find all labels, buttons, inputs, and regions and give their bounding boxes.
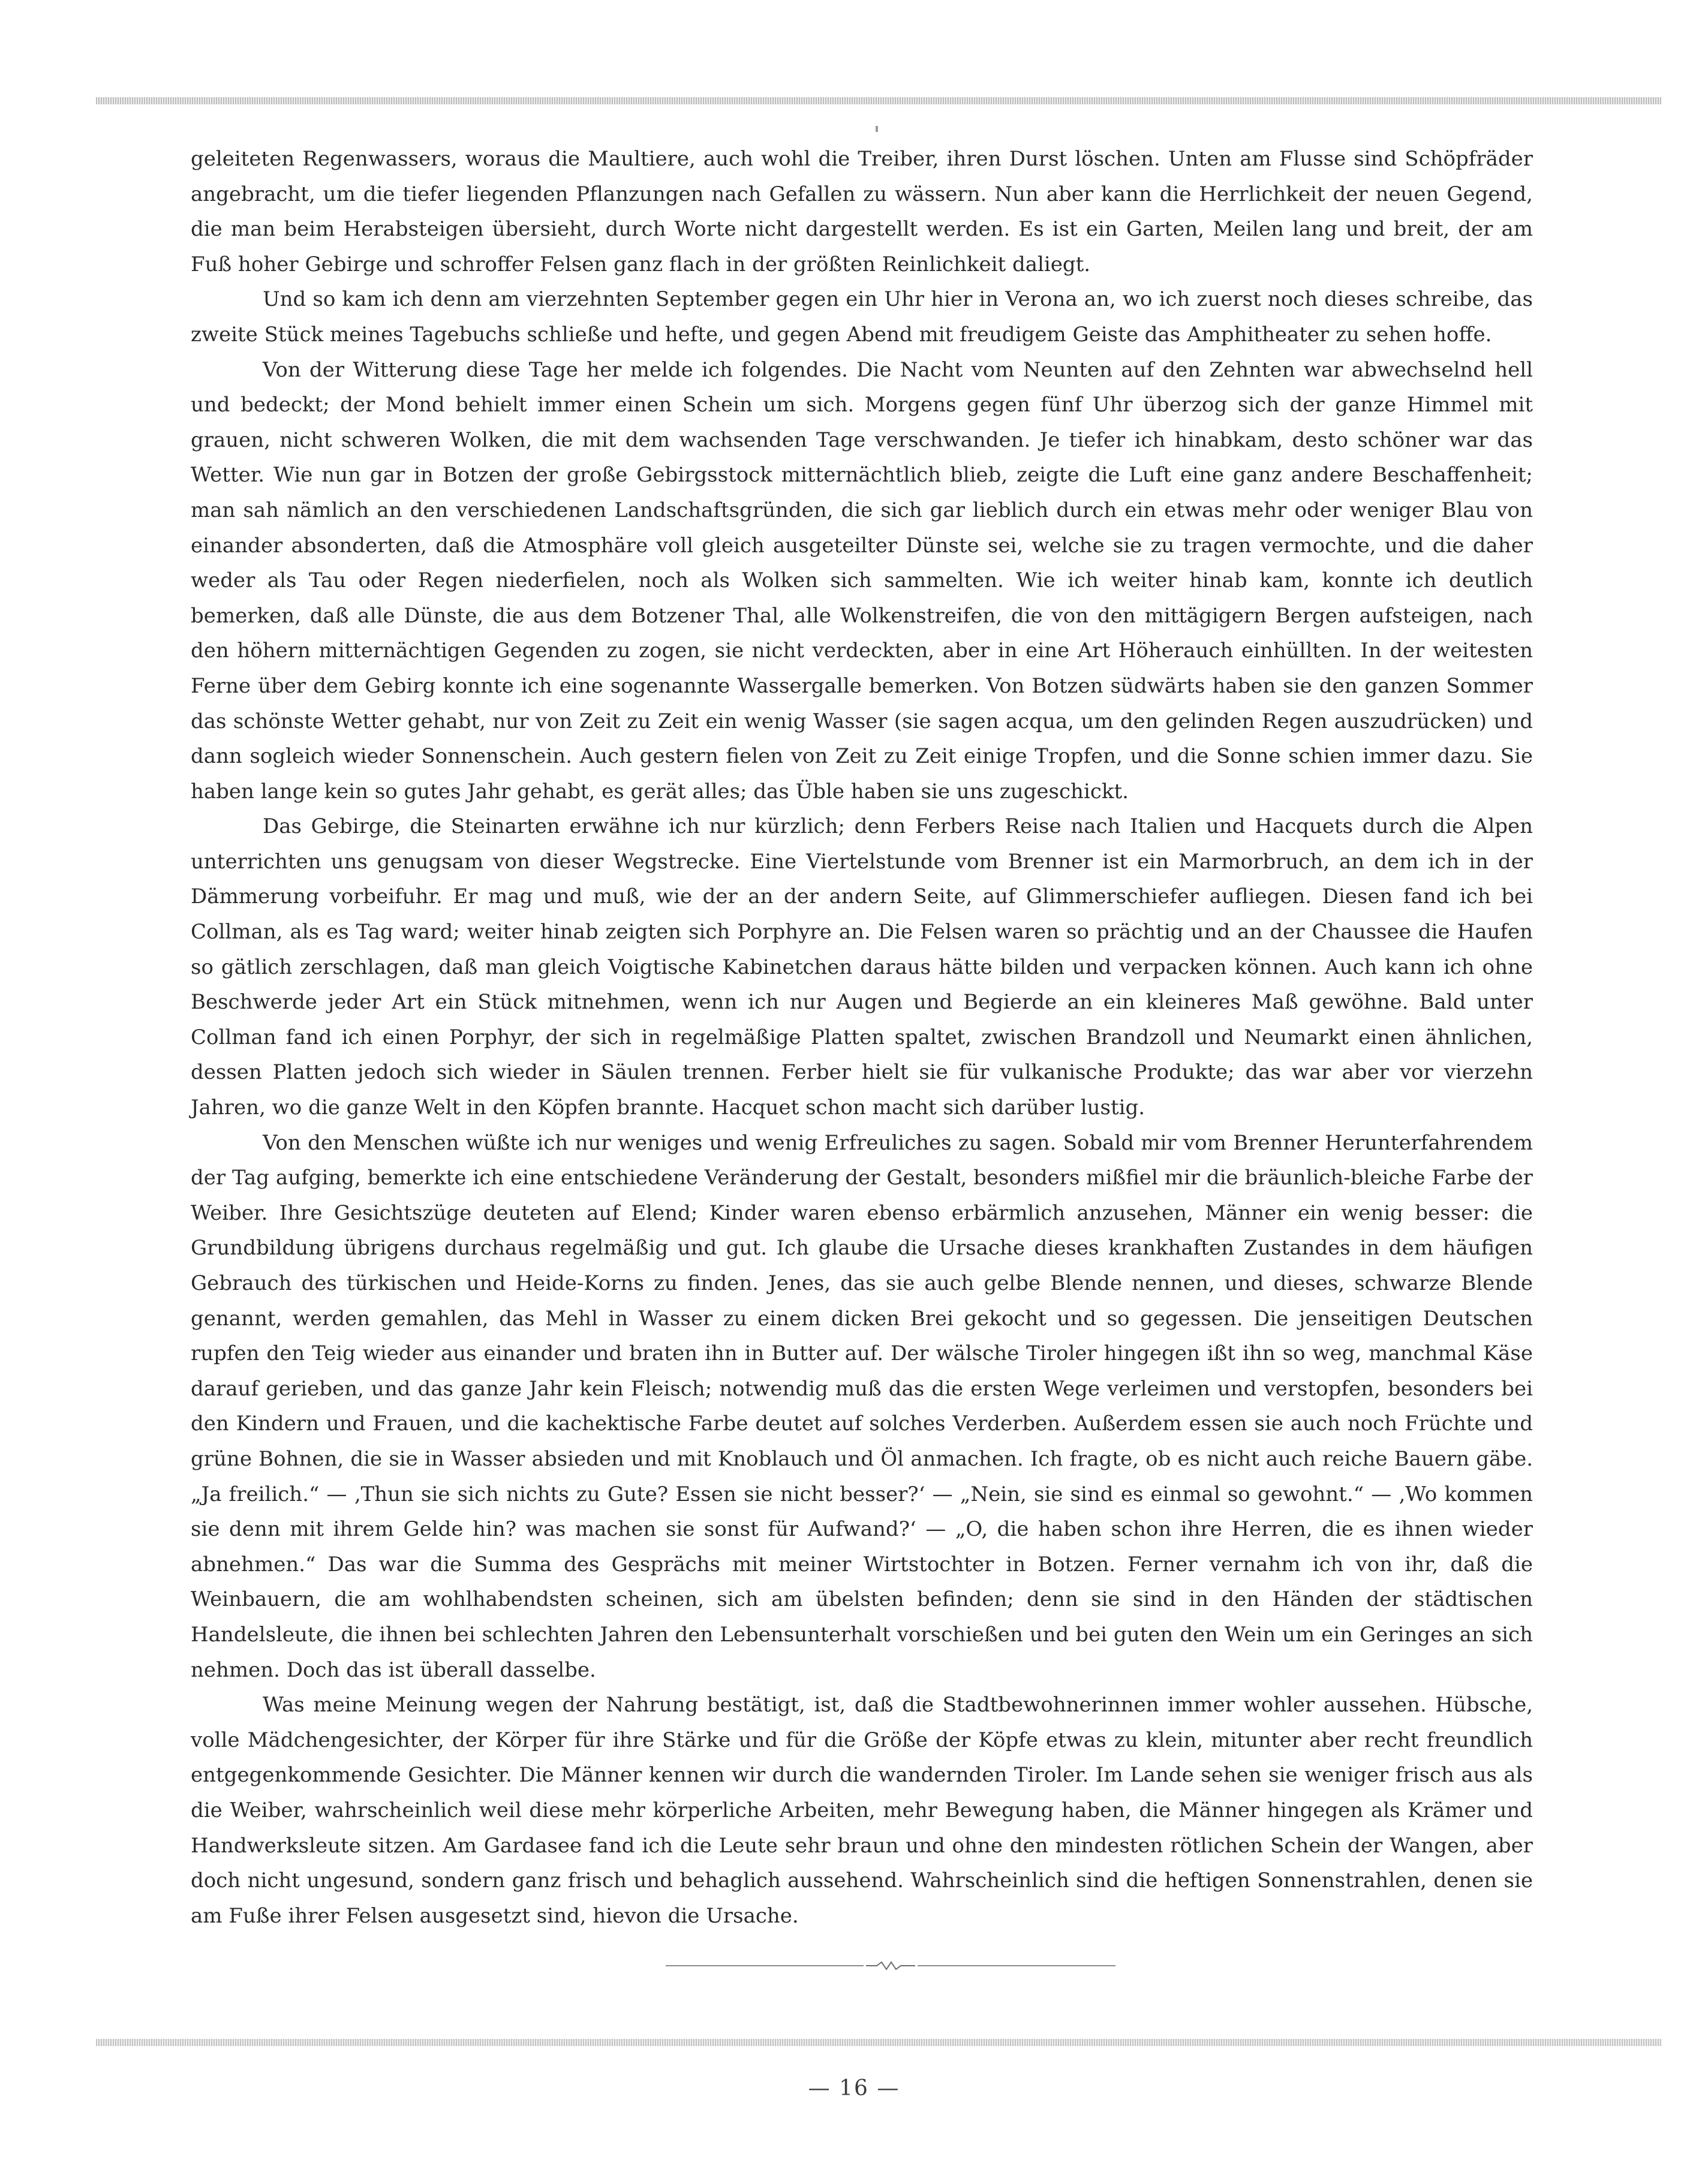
page-number: — 16 — (808, 2076, 900, 2101)
top-border-rule (96, 97, 1661, 104)
top-center-mark (876, 126, 878, 132)
section-divider (666, 1959, 1115, 1973)
divider-line-right (918, 1965, 1115, 1966)
paragraph-2: Und so kam ich denn am vierzehnten September gegen ein Uhr hier in Verona an, wo ich zuerst noch dieses schreibe, das zweite Stück meines Tagebuchs schließe und hefte, und gegen Abend mit freudigem Geiste das Amphitheater zu sehen hoffe. (191, 287, 1533, 347)
paragraph-4: Das Gebirge, die Steinarten erwähne ich nur kürzlich; denn Ferbers Reise nach Italien und Hacquets durch die Alpen unterrichten uns genugsam von dieser Wegstrecke. Eine Viertelstunde vom Brenner ist ein Marmorbruch, an dem ich in der Dämmerung vorbeifuhr. Er mag und muß, wie der an der andern Seite, auf Glimmerschiefer aufliegen. Diesen fand ich bei Collman, als es Tag ward; weiter hinab zeigten sich Porphyre an. Die Felsen waren so prächtig und an der Chaussee die Haufen so gätlich zerschlagen, daß man gleich Voigtische Kabinetchen daraus hätte bilden und verpacken können. Auch kann ich ohne Beschwerde jeder Art ein Stück mitnehmen, wenn ich nur Augen und Begierde an ein kleineres Maß gewöhne. Bald unter Collman fand ich einen Porphyr, der sich in regelmäßige Platten spaltet, zwischen Brandzoll und Neumarkt einen ähnlichen, dessen Platten jedoch sich wieder in Säulen trennen. Ferber hielt sie für vulkanische Produkte; das war aber vor vierzehn Jahren, wo die ganze Welt in den Köpfen brannte. Hacquet schon macht sich darüber lustig. (191, 814, 1533, 1120)
paragraph-3: Von der Witterung diese Tage her melde ich folgendes. Die Nacht vom Neunten auf den Zehnten war abwechselnd hell und bedeckt; der Mond behielt immer einen Schein um sich. Morgens gegen fünf Uhr überzog sich der ganze Himmel mit grauen, nicht schweren Wolken, die mit dem wachsenden Tage verschwanden. Je tiefer ich hinabkam, desto schöner war das Wetter. Wie nun gar in Botzen der große Gebirgsstock mitternächtlich blieb, zeigte die Luft eine ganz andere Beschaffenheit; man sah nämlich an den verschiedenen Landschaftsgründen, die sich gar lieblich durch ein etwas mehr oder weniger Blau von einander absonderten, daß die Atmosphäre voll gleich ausgeteilter Dünste sei, welche sie zu tragen vermochte, und die daher weder als Tau oder Regen niederfielen, noch als Wolken sich sammelten. Wie ich weiter hinab kam, konnte ich deutlich bemerken, daß alle Dünste, die aus dem Botzener Thal, alle Wolkenstreifen, die von den mittägigern Bergen aufsteigen, nach den höhern mitternächtigen Gegenden zu zogen, sie nicht verdeckten, aber in eine Art Höherauch einhüllten. In der weitesten Ferne über dem Gebirg konnte ich eine sogenannte Wassergalle bemerken. Von Botzen südwärts haben sie den ganzen Sommer das schönste Wetter gehabt, nur von Zeit zu Zeit ein wenig Wasser (sie sagen acqua, um den gelinden Regen auszudrücken) und dann sogleich wieder Sonnenschein. Auch gestern fielen von Zeit zu Zeit einige Tropfen, und die Sonne schien immer dazu. Sie haben lange kein so gutes Jahr gehabt, es gerät alles; das Üble haben sie uns zugeschickt. (191, 357, 1533, 804)
bottom-border-rule (96, 2039, 1661, 2046)
paragraph-5: Von den Menschen wüßte ich nur weniges und wenig Erfreuliches zu sagen. Sobald mir vom Brenner Herunterfahrendem der Tag aufging, bemerkte ich eine entschiedene Veränderung der Gestalt, besonders mißfiel mir die bräunlich-bleiche Farbe der Weiber. Ihre Gesichtszüge deuteten auf Elend; Kinder waren ebenso erbärmlich anzusehen, Männer ein wenig besser: die Grundbildung übrigens durchaus regelmäßig und gut. Ich glaube die Ursache dieses krankhaften Zustandes in dem häufigen Gebrauch des türkischen und Heide-Korns zu finden. Jenes, das sie auch gelbe Blende nennen, und dieses, schwarze Blende genannt, werden gemahlen, das Mehl in Wasser zu einem dicken Brei gekocht und so gegessen. Die jenseitigen Deutschen rupfen den Teig wieder aus einander und braten ihn in Butter auf. Der wälsche Tiroler hingegen ißt ihn so weg, manchmal Käse darauf gerieben, und das ganze Jahr kein Fleisch; notwendig muß das die ersten Wege verleimen und verstopfen, besonders bei den Kindern und Frauen, und die kachektische Farbe deutet auf solches Verderben. Außerdem essen sie auch noch Früchte und grüne Bohnen, die sie in Wasser absieden und mit Knoblauch und Öl anmachen. Ich fragte, ob es nicht auch reiche Bauern gäbe. „Ja freilich.“ — ‚Thun sie sich nichts zu Gute? Essen sie nicht besser?‘ — „Nein, sie sind es einmal so gewohnt.“ — ‚Wo kommen sie denn mit ihrem Gelde hin? was machen sie sonst für Aufwand?‘ — „O, die haben schon ihre Herren, die es ihnen wieder abnehmen.“ Das war die Summa des Gesprächs mit meiner Wirtstochter in Botzen. Ferner vernahm ich von ihr, daß die Weinbauern, die am wohlhabendsten scheinen, sich am übelsten befinden; denn sie sind in den Händen der städtischen Handelsleute, die ihnen bei schlechten Jahren den Lebensunterhalt vorschießen und bei guten den Wein um ein Geringes an sich nehmen. Doch das ist überall dasselbe. (191, 1130, 1533, 1682)
divider-ornament-icon (864, 1959, 918, 1973)
body-text (191, 142, 1533, 1933)
divider-line-left (666, 1965, 864, 1966)
paragraph-1: geleiteten Regenwassers, woraus die Maultiere, auch wohl die Treiber, ihren Durst löschen. Unten am Flusse sind Schöpfräder angebracht, um die tiefer liegenden Pflanzungen nach Gefallen zu wässern. Nun aber kann die Herrlichkeit der neuen Gegend, die man beim Herabsteigen übersieht, durch Worte nicht dargestellt werden. Es ist ein Garten, Meilen lang und breit, der am Fuß hoher Gebirge und schroffer Felsen ganz flach in der größten Reinlichkeit daliegt. (191, 147, 1533, 276)
paragraph-6: Was meine Meinung wegen der Nahrung bestätigt, ist, daß die Stadtbewohnerinnen immer wohler aussehen. Hübsche, volle Mädchengesichter, der Körper für ihre Stärke und für die Größe der Köpfe etwas zu klein, mitunter aber recht freundlich entgegenkommende Gesichter. Die Männer kennen wir durch die wandernden Tiroler. Im Lande sehen sie weniger frisch aus als die Weiber, wahrscheinlich weil diese mehr körperliche Arbeiten, mehr Bewegung haben, die Männer hingegen als Krämer und Handwerksleute sitzen. Am Gardasee fand ich die Leute sehr braun und ohne den mindesten rötlichen Schein der Wangen, aber doch nicht ungesund, sondern ganz frisch und behaglich aussehend. Wahrscheinlich sind die heftigen Sonnenstrahlen, denen sie am Fuße ihrer Felsen ausgesetzt sind, hievon die Ursache. (191, 1693, 1533, 1928)
